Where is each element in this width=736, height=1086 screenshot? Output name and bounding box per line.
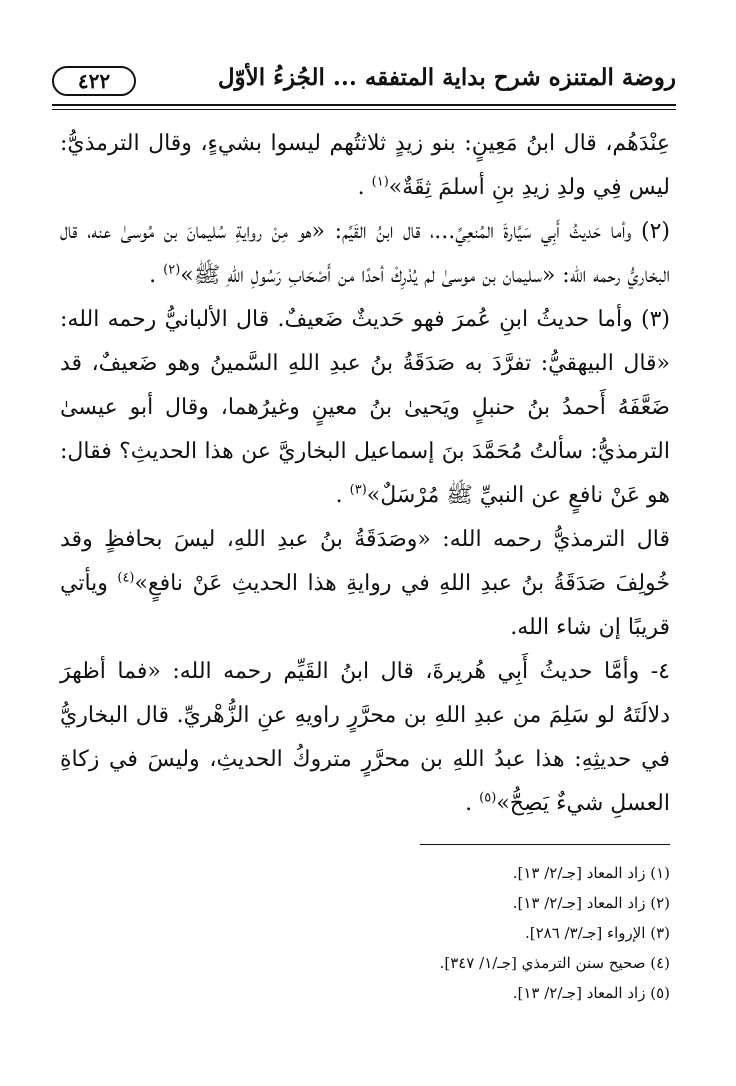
footnotes [60, 858, 670, 1008]
paragraph-5: ٤- وأمَّا حديثُ أَبِي هُريرةَ، قال ابنُ القَيِّم رحمه الله: «فما أظهرَ دلالَتَهُ لو سَلِمَ من عبدِ اللهِ بن محرَّرٍ راويهِ عنِ الزُّهْريِّ. قال البخاريُّ في حديثِهِ: هذا عبدُ اللهِ بن محرَّرٍ متروكُ الحديثِ، وليسَ في زكاةِ العسلِ شيءٌ يَصِحُّ»$^{(٥)}$ . [60, 659, 670, 816]
paragraph-2: (٢) وأما حَديثُ أَبِي سَيَّارةَ المُنعِيِّ...، قال ابنُ القَيِّم: «هو مِنْ روايةِ سُليمانَ بن مُوسىٰ عنه، قال البخاريُّ رحمه الله: «سليمان بن موسىٰ لم يُدْرِكْ أحدًا من أَصْحَابِ رَسُولِ اللهِ ﷺ»$^{(٢)}$ . [60, 219, 670, 288]
footnote-1: (١) زاد المعاد [جـ/٢/ ١٣]. [512, 864, 670, 882]
footnote-separator [420, 844, 670, 845]
paragraph-1: عِنْدَهُم، قال ابنُ مَعِينٍ: بنو زيدٍ ثلاثتُهم ليسوا بشيءٍ، وقال الترمذيُّ: ليس فِي ولدِ زيدِ بنِ أسلمَ ثِقَةٌ»$^{(١)}$ . [60, 131, 670, 200]
footnote-3: (٣) الإرواء [جـ/٣/ ٢٨٦]. [524, 924, 670, 942]
footnote-ref-2[interactable]: (٢) [163, 262, 181, 278]
footnote-ref-5[interactable]: (٥) [479, 790, 497, 806]
header-rule [52, 104, 676, 106]
page-number: ٤٢٢ [52, 66, 136, 96]
footnote-ref-3[interactable]: (٣) [349, 482, 367, 498]
footnote-ref-1[interactable]: (١) [371, 174, 389, 190]
footnote-2: (٢) زاد المعاد [جـ/٢/ ١٣]. [512, 894, 670, 912]
paragraph-4: قال الترمذيُّ رحمه الله: «وصَدَقَةُ بنُ عبدِ اللهِ، ليسَ بحافظٍ وقد خُولِفَ صَدَقَةُ بنُ عبدِ اللهِ في روايةِ هذا الحديثِ عَنْ نافعٍ»$^{(٤)}$ ويأتي قريبًا إن شاء الله. [60, 527, 670, 640]
page-header [52, 62, 676, 104]
footnote-5: (٥) زاد المعاد [جـ/٢/ ١٣]. [512, 984, 670, 1002]
footnote-4: (٤) صحيح سنن الترمذي [جـ/١/ ٣٤٧]. [439, 954, 670, 972]
header-rule-thin [52, 109, 676, 110]
footnote-ref-4[interactable]: (٤) [117, 570, 135, 586]
running-title: روضة المتنزه شرح بداية المتفقه ... الجُزءُ الأوّل [217, 64, 676, 91]
paragraph-3: (٣) وأما حديثُ ابنِ عُمرَ فهو حَديثٌ ضَعيفٌ. قال الألبانيُّ رحمه الله: «قال البيهقيُّ: تفرَّدَ به صَدَقَةُ بنُ عبدِ اللهِ السَّمينُ وهو ضَعيفٌ، قد ضَعَّفَهُ أَحمدُ بنُ حنبلٍ ويَحيىٰ بنُ معينٍ وغيرُهما، وقال أبو عيسىٰ الترمذيُّ: سألتُ مُحَمَّدَ بنَ إسماعيل البخاريَّ عن هذا الحديثِ؟ فقال: هو عَنْ نافعٍ عن النبيِّ ﷺ مُرْسَلٌ»$^{(٣)}$ . [60, 307, 670, 508]
main-text [60, 122, 670, 826]
